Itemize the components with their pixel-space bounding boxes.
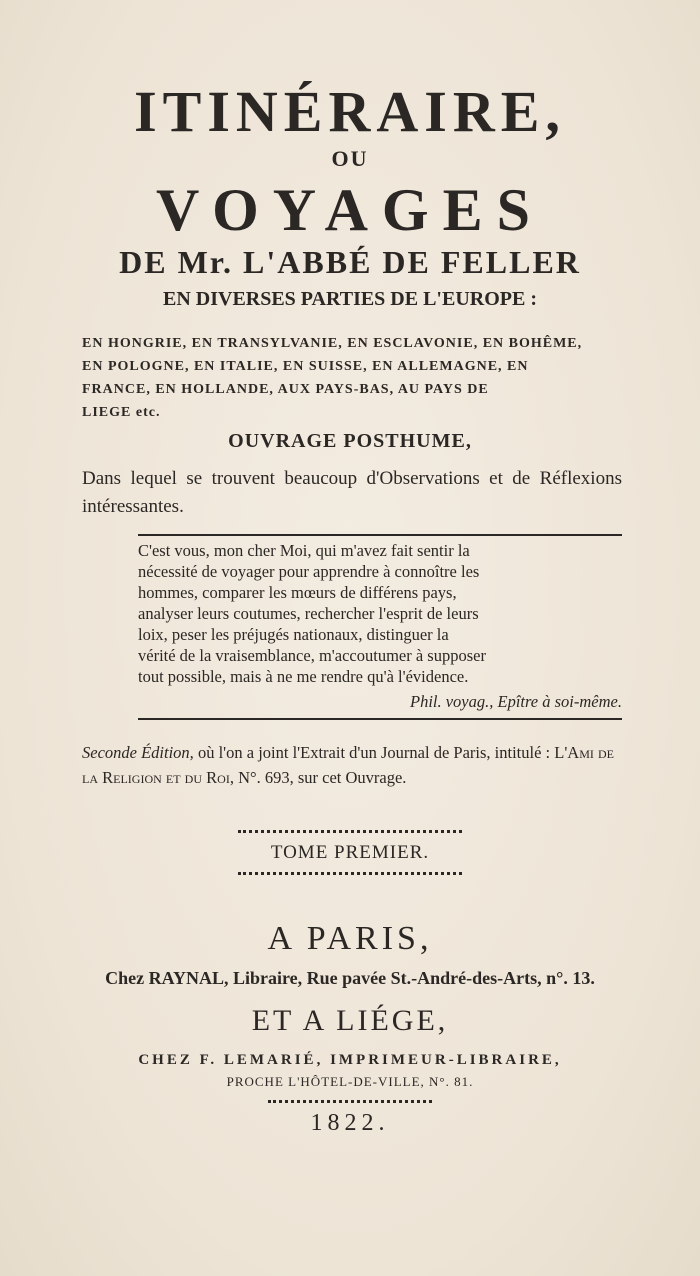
ouvrage-posthume: OUVRAGE POSTHUME, (228, 430, 472, 452)
book-title: ITINÉRAIRE, (134, 79, 566, 144)
edition-text: où l'on a joint l'Extrait d'un Journal de Paris, intitulé : (193, 743, 555, 762)
ornament-small (268, 1100, 432, 1103)
places-line: EN HONGRIE, EN TRANSYLVANIE, EN ESCLAVONIE, EN BOHÊME, (82, 336, 583, 351)
epigraph-line: loix, peser les préjugés nationaux, distinguer la (138, 625, 449, 644)
ornament-top (238, 830, 462, 833)
places-list (82, 332, 622, 424)
publication-year: 1822. (310, 1110, 390, 1136)
bottom-rule (138, 718, 622, 720)
publisher-paris: Chez RAYNAL, Libraire, Rue pavée St.-André-des-Arts, n°. 13. (105, 968, 595, 988)
tome-label: TOME PREMIER. (270, 842, 430, 863)
city-paris: A PARIS, (267, 920, 433, 957)
description: Dans lequel se trouvent beaucoup d'Observations et de Réflexions intéressantes. (82, 468, 622, 517)
author-line: DE Mr. L'ABBÉ DE FELLER (119, 244, 581, 280)
publisher-liege-address: PROCHE L'HÔTEL-DE-VILLE, N°. 81. (226, 1074, 474, 1089)
ornament-bottom (238, 872, 462, 875)
epigraph-source: Phil. voyag., Epître à soi-même. (409, 692, 622, 711)
title-conjunction: OU (331, 146, 369, 171)
epigraph-line: vérité de la vraisemblance, m'accoutumer à supposer (138, 646, 486, 665)
top-rule (138, 534, 622, 536)
epigraph-line: analyser leurs coutumes, rechercher l'esprit de leurs (138, 604, 479, 623)
publisher-liege: CHEZ F. LEMARIÉ, IMPRIMEUR-LIBRAIRE, (138, 1052, 562, 1068)
epigraph-line: nécessité de voyager pour apprendre à connoître les (138, 562, 480, 581)
places-line: LIEGE etc. (82, 405, 161, 420)
journal-name: L'Ami de la Religion et du Roi (82, 743, 614, 787)
edition-label: Seconde Édition, (82, 743, 194, 762)
epigraph-line: hommes, comparer les mœurs de différens pays, (138, 583, 457, 602)
city-liege: ET A LIÉGE, (251, 1004, 449, 1037)
edition-note (82, 740, 622, 790)
places-line: EN POLOGNE, EN ITALIE, EN SUISSE, EN ALLEMAGNE, EN (82, 359, 529, 374)
places-line: FRANCE, EN HOLLANDE, AUX PAYS-BAS, AU PAYS DE (82, 382, 489, 397)
epigraph-line: tout possible, mais à ne me rendre qu'à l'évidence. (138, 667, 469, 686)
epigraph (138, 540, 622, 687)
edition-text-end: , N°. 693, sur cet Ouvrage. (229, 768, 407, 787)
subtitle-line: EN DIVERSES PARTIES DE L'EUROPE : (162, 288, 537, 310)
epigraph-line: C'est vous, mon cher Moi, qui m'avez fait sentir la (138, 541, 470, 560)
book-title-voyages: VOYAGES (155, 177, 544, 243)
